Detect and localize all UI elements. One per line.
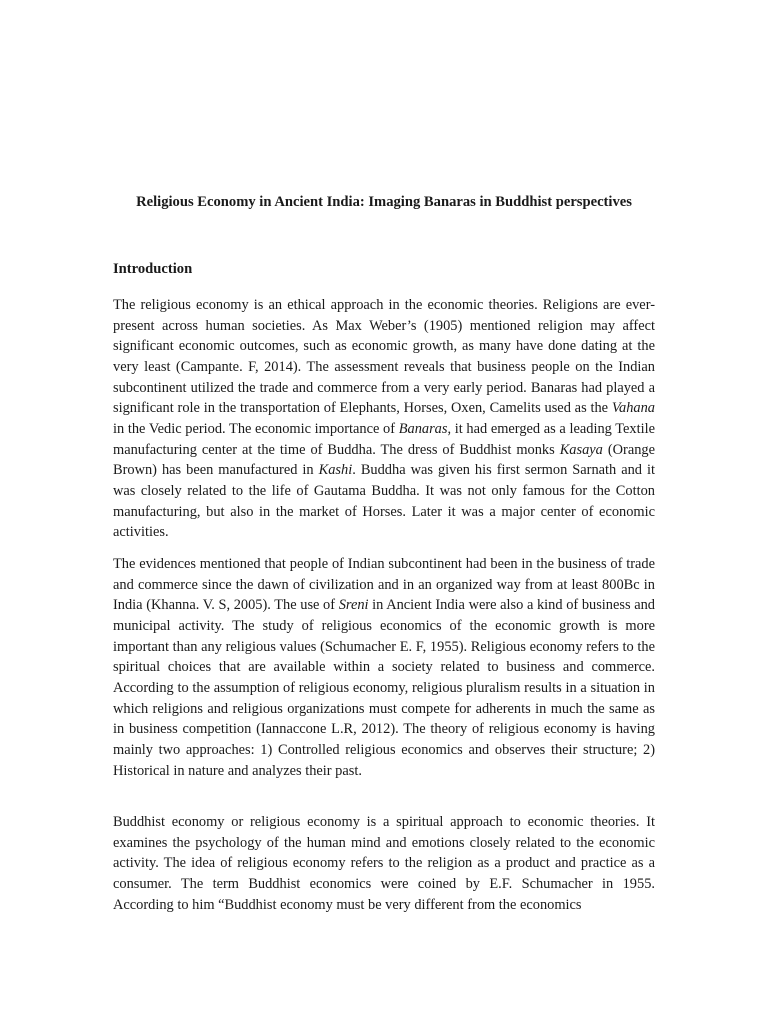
- term-sreni: Sreni: [338, 597, 369, 614]
- paragraph-3-text: Buddhist economy or religious economy is a spiritual approach to economic theories. It examines the psychology of the human mind and emotions closely related to the economic activity. The idea of religious economy refers to the religion as a product and practice as a consumer. The term Buddhist economics were coined by E.F. Schumacher in 1955. According to him “Buddhist economy must be very different from the economics: [113, 814, 655, 913]
- paragraph-1-text: (Orange Brown) has been manufactured in: [113, 441, 655, 479]
- paragraph-1-text: in the Vedic period. The economic importance of: [113, 420, 399, 437]
- paragraph-1-text: The religious economy is an ethical approach in the economic theories. Religions are ever-present across human societies. As Max Weber’s (1905) mentioned religion may affect significant economic outcomes, such as economic growth, as many have done dating at the very least (Campante. F, 2014). The assessment reveals that business people on the Indian subcontinent utilized the trade and commerce from a very early period. Banaras had played a significant role in the transportation of Elephants, Horses, Oxen, Camelits used as the: [113, 297, 655, 417]
- paragraph-1-text: , it had emerged as a leading Textile manufacturing center at the time of Buddha. The dress of Buddhist monks: [113, 420, 655, 458]
- paragraph-3: [113, 812, 655, 915]
- term-vahana: Vahana: [611, 400, 655, 417]
- paragraph-2: [113, 554, 655, 781]
- paragraph-1: [113, 295, 655, 543]
- term-kasaya: Kasaya: [559, 441, 603, 458]
- term-banaras: Banaras: [398, 420, 448, 437]
- section-heading-introduction: Introduction: [113, 261, 193, 277]
- paragraph-2-text: The evidences mentioned that people of Indian subcontinent had been in the business of trade and commerce since the dawn of civilization and in an organized way from at least 800Bc in India (Khanna. V. S, 2005). The use of: [113, 556, 655, 614]
- paragraph-1-text: . Buddha was given his first sermon Sarnath and it was closely related to the life of Gautama Buddha. It was not only famous for the Cotton manufacturing, but also in the market of Horses. Later it was a major center of economic activities.: [113, 462, 656, 541]
- term-kashi: Kashi: [318, 462, 353, 479]
- document-title: Religious Economy in Ancient India: Imaging Banaras in Buddhist perspectives: [136, 194, 632, 210]
- paragraph-2-text: in Ancient India were also a kind of business and municipal activity. The study of religious economics of the economic growth is more important than any religious values (Schumacher E. F, 1955). Religious economy refers to the spiritual choices that are available within a society related to business and commerce. According to the assumption of religious economy, religious pluralism results in a situation in which religions and religious organizations must compete for adherents in much the same as in business competition (Iannaccone L.R, 2012). The theory of religious economy is having mainly two approaches: 1) Controlled religious economics and observes their structure; 2) Historical in nature and analyzes their past.: [113, 597, 655, 779]
